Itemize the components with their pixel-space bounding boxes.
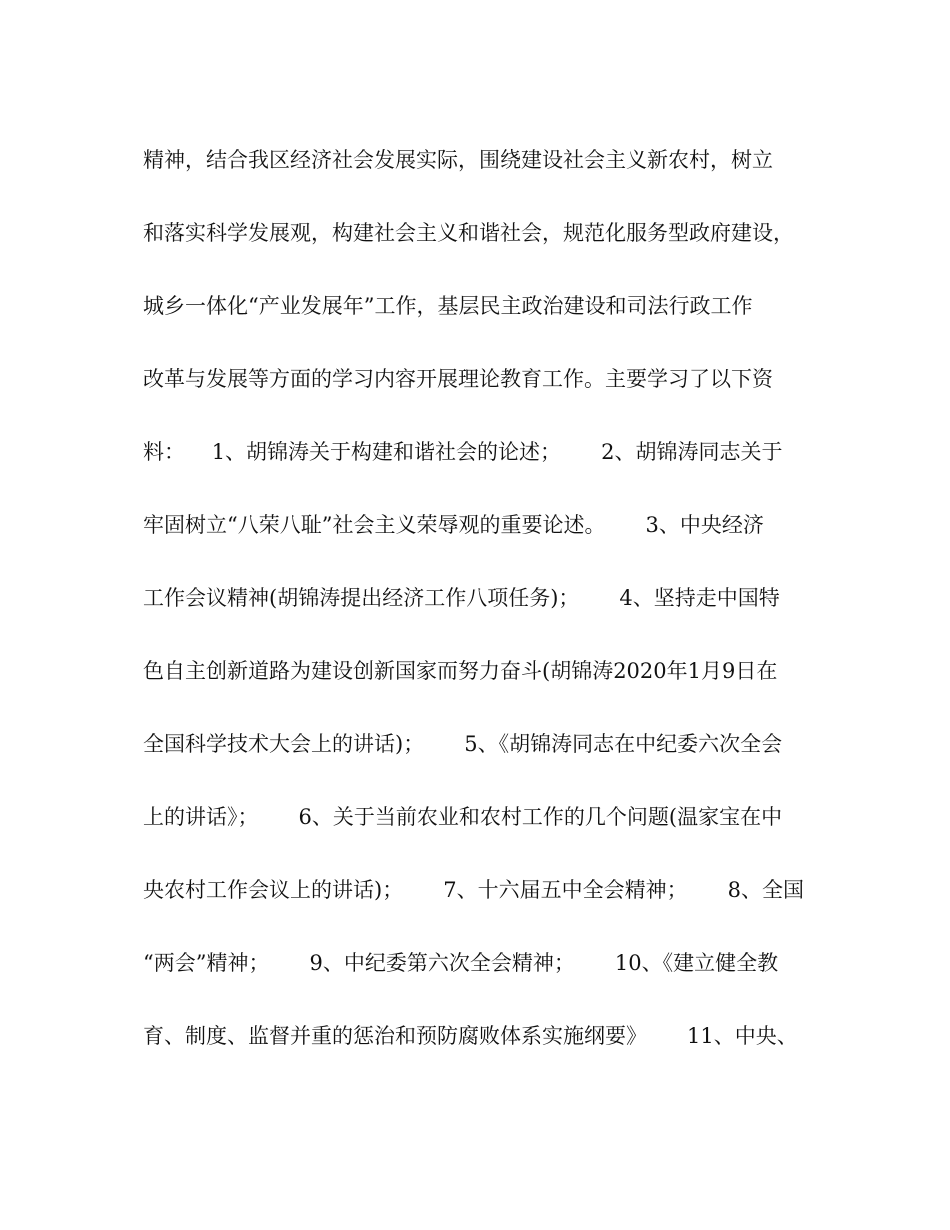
text-line: 全国科学技术大会上的讲话)； 5、《胡锦涛同志在中纪委六次全会	[143, 732, 783, 756]
text-line: 育、制度、监督并重的惩治和预防腐败体系实施纲要》 11、中央、	[143, 1024, 798, 1048]
text-line: 精神，结合我区经济社会发展实际，围绕建设社会主义新农村，树立	[143, 148, 773, 172]
text-line: 央农村工作会议上的讲话)； 7、十六届五中全会精神； 8、全国	[143, 878, 805, 902]
text-line: “两会”精神； 9、中纪委第六次全会精神； 10、《建立健全教	[143, 951, 779, 975]
text-line: 城乡一体化“产业发展年”工作，基层民主政治建设和司法行政工作	[143, 294, 753, 318]
text-line: 和落实科学发展观，构建社会主义和谐社会，规范化服务型政府建设，	[143, 221, 794, 245]
text-line: 上的讲话》； 6、关于当前农业和农村工作的几个问题(温家宝在中	[143, 805, 783, 829]
text-line: 料： 1、胡锦涛关于构建和谐社会的论述； 2、胡锦涛同志关于	[143, 440, 783, 464]
text-line: 改革与发展等方面的学习内容开展理论教育工作。主要学习了以下资	[143, 367, 773, 391]
text-line: 工作会议精神(胡锦涛提出经济工作八项任务)； 4、坚持走中国特	[143, 586, 780, 610]
body-text	[143, 140, 823, 1089]
text-line: 牢固树立“八荣八耻”社会主义荣辱观的重要论述。 3、中央经济	[143, 513, 764, 537]
text-line: 色自主创新道路为建设创新国家而努力奋斗(胡锦涛2020年1月9日在	[143, 659, 778, 683]
